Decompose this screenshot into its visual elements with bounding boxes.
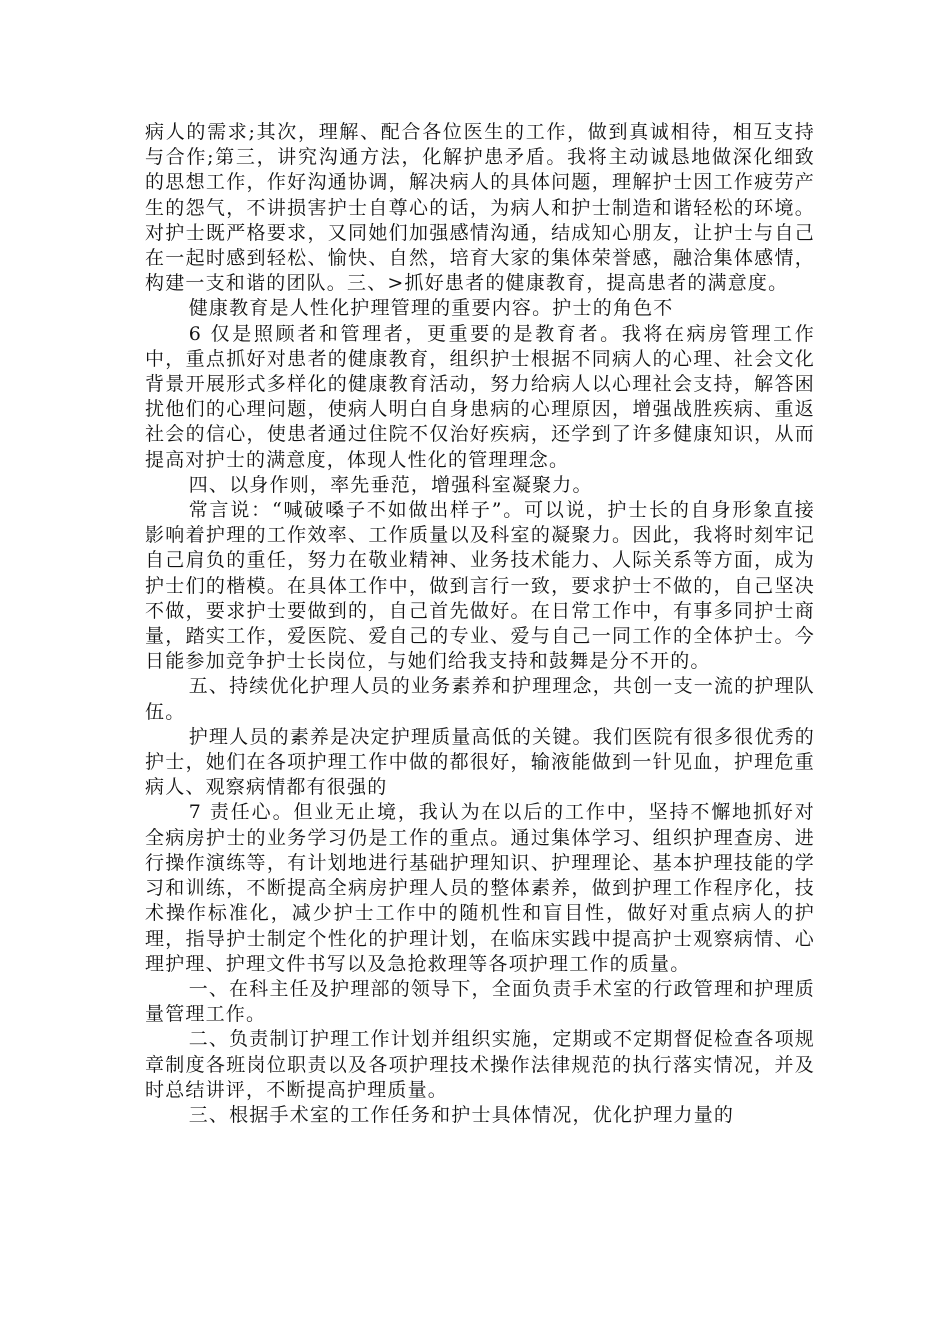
- document-body: [145, 120, 815, 1128]
- paragraph-6: 五、持续优化护理人员的业务素养和护理理念，共创一支一流的护理队伍。: [145, 675, 815, 723]
- paragraph-1: 病人的需求;其次，理解、配合各位医生的工作，做到真诚相待，相互支持与合作;第三，讲究沟通方法，化解护患矛盾。我将主动诚恳地做深化细致的思想工作，作好沟通协调，解决病人的具体问题，理解护士因工作疲劳产生的怨气，不讲损害护士自尊心的话，为病人和护士制造和谐轻松的环境。对护士既严格要求，又同她们加强感情沟通，结成知心朋友，让护士与自己在一起时感到轻松、愉快、自然，培育大家的集体荣誉感，融洽集体感情，构建一支和谐的团队。三、>抓好患者的健康教育，提高患者的满意度。: [145, 121, 815, 295]
- paragraph-7: 护理人员的素养是决定护理质量高低的关键。我们医院有很多很优秀的护士，她们在各项护理工作中做的都很好，输液能做到一针见血，护理危重病人、观察病情都有很强的: [145, 725, 815, 799]
- paragraph-9: 一、在科主任及护理部的领导下，全面负责手术室的行政管理和护理质量管理工作。: [145, 977, 815, 1026]
- paragraph-10: 二、负责制订护理工作计划并组织实施，定期或不定期督促检查各项规章制度各班岗位职责以及各项护理技术操作法律规范的执行落实情况，并及时总结讲评，不断提高护理质量。: [145, 1028, 815, 1101]
- paragraph-3: 6 仅是照顾者和管理者，更重要的是教育者。我将在病房管理工作中，重点抓好对患者的健康教育，组织护士根据不同病人的心理、社会文化背景开展形式多样化的健康教育活动，努力给病人以心理社会支持，解答困扰他们的心理问题，使病人明白自身患病的心理原因，增强战胜疾病、重返社会的信心，使患者通过住院不仅治好疾病，还学到了许多健康知识，从而提高对护士的满意度，体现人性化的管理理念。: [145, 322, 815, 471]
- paragraph-4: 四、以身作则，率先垂范，增强科室凝聚力。: [188, 473, 593, 496]
- paragraph-2: 健康教育是人性化护理管理的重要内容。护士的角色不: [188, 297, 674, 320]
- paragraph-11: 三、根据手术室的工作任务和护士具体情况，优化护理力量的: [188, 1103, 735, 1126]
- paragraph-8: 7 责任心。但业无止境，我认为在以后的工作中，坚持不懈地抓好对全病房护士的业务学习仍是工作的重点。通过集体学习、组织护理查房、进行操作演练等，有计划地进行基础护理知识、护理理论、基本护理技能的学习和训练，不断提高全病房护理人员的整体素养，做到护理工作程序化，技术操作标准化，减少护士工作中的随机性和盲目性，做好对重点病人的护理，指导护士制定个性化的护理计划，在临床实践中提高护士观察病情、心理护理、护理文件书写以及急抢救理等各项护理工作的质量。: [145, 801, 815, 975]
- paragraph-5: 常言说：“喊破嗓子不如做出样子”。可以说，护士长的自身形象直接影响着护理的工作效率、工作质量以及科室的凝聚力。因此，我将时刻牢记自己肩负的重任，努力在敬业精神、业务技术能力、人际关系等方面，成为护士们的楷模。在具体工作中，做到言行一致，要求护士不做的，自己坚决不做，要求护士要做到的，自己首先做好。在日常工作中，有事多同护士商量，踏实工作，爱医院、爱自己的专业、爱与自己一同工作的全体护士。今日能参加竞争护士长岗位，与她们给我支持和鼓舞是分不开的。: [145, 499, 815, 673]
